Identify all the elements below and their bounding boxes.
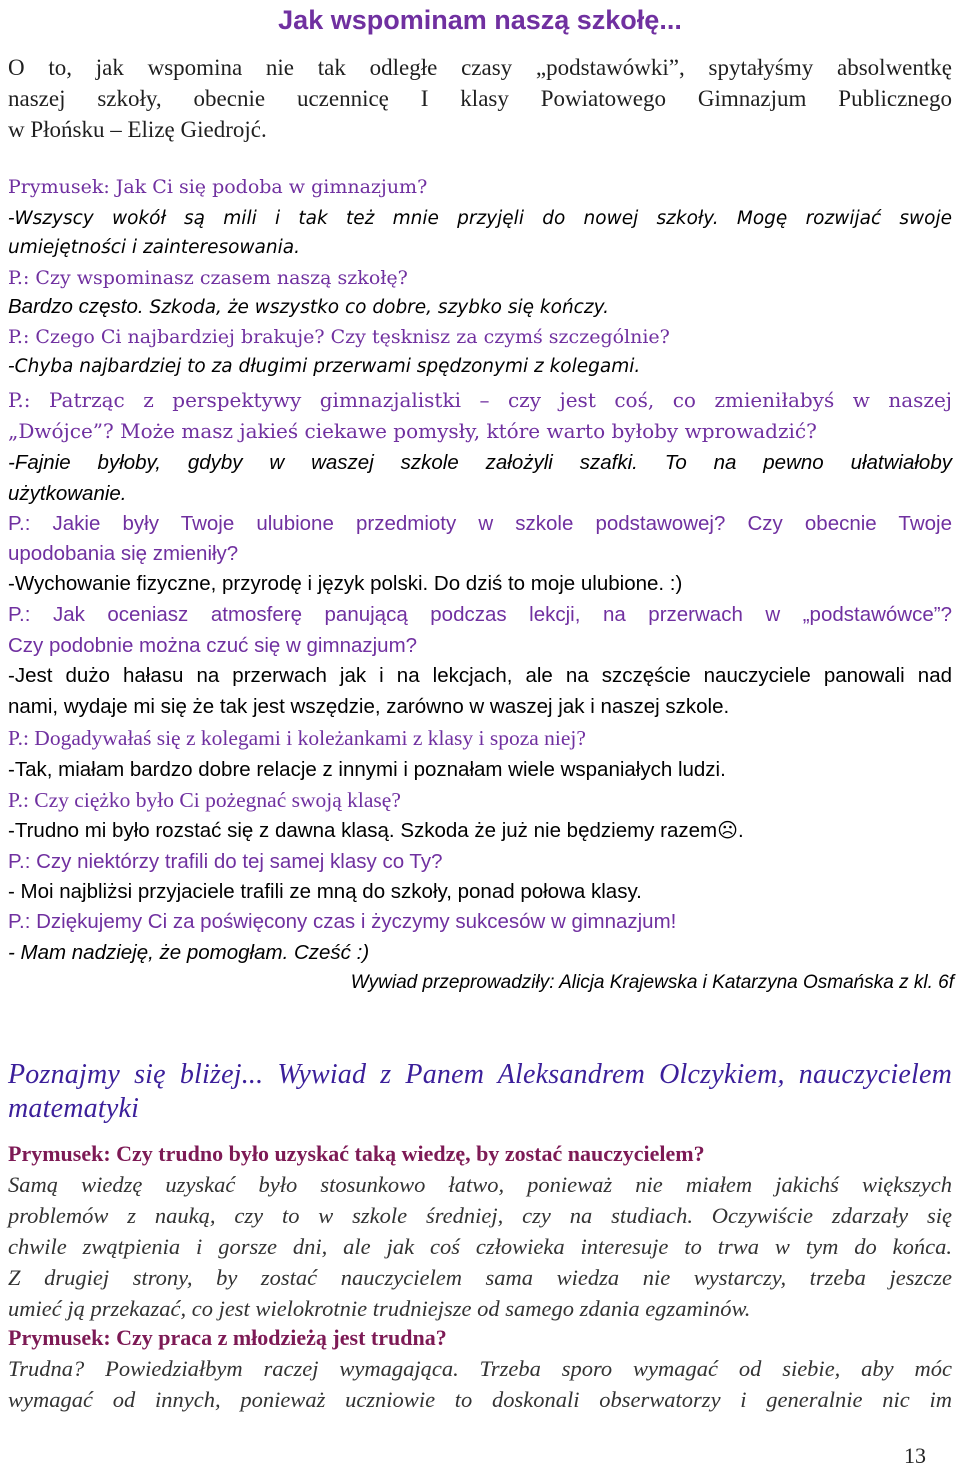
answer-line: wymagać od innych, ponieważ uczniowie to doskonali obserwatorzy i generalnie nic im — [8, 1387, 952, 1412]
question: Czy podobnie można czuć się w gimnazjum? — [8, 634, 418, 657]
article2-title — [8, 1058, 952, 1126]
question-text: : Dziękujemy Ci za poświęcony czas i życzymy sukcesów w gimnazjum! — [24, 910, 677, 933]
question-prefix: P. — [8, 512, 25, 535]
article-title: Jak wspominam naszą szkołę... — [278, 5, 682, 35]
answer-line — [8, 292, 952, 324]
question — [8, 385, 952, 415]
question — [8, 723, 952, 754]
answer-line: umiejętności i zainteresowania. — [8, 237, 300, 258]
question: Prymusek: Czy trudno było uzyskać taką wiedzę, by zostać nauczycielem? — [8, 1141, 705, 1166]
question-text: : Jakie były Twoje ulubione przedmioty w szkole podstawowej? Czy obecnie Twoje — [24, 512, 952, 535]
answer-line: nami, wydaje mi się że tak jest wszędzie, zarówno w waszej jak i naszej szkole. — [8, 695, 730, 718]
answer-line: -Chyba najbardziej to za długimi przerwami spędzonymi z kolegami. — [8, 356, 641, 377]
intro-line: naszej szkoły, obecnie uczennicę I klasy Powiatowego Gimnazjum Publicznego — [8, 86, 952, 111]
answer-line: -Wychowanie fizyczne, przyrodę i język polski. Do dziś to moje ulubione. :) — [8, 572, 683, 595]
question — [8, 508, 952, 539]
question-prefix: P. — [8, 603, 25, 626]
question: Prymusek: Czy praca z młodzieżą jest trudna? — [8, 1325, 447, 1350]
answer-end: . — [737, 819, 744, 842]
question-text: : Jak oceniasz atmosferę panującą podczas lekcji, na przerwach w „podstawówce”? — [24, 603, 952, 626]
question-text: : Czy wspominasz czasem naszą szkołę? — [22, 267, 408, 289]
answer-text: -Trudno mi było rozstać się z dawna klasą. Szkoda że już nie będziemy razem — [8, 819, 718, 842]
question-text: : Dogadywałaś się z kolegami i koleżankami z klasy i spoza niej? — [22, 726, 586, 750]
answer-line: umieć ją przekazać, co jest wielokrotnie trudniejsze od samego zdania egzaminów. — [8, 1296, 751, 1321]
question — [8, 785, 952, 816]
question: Prymusek: Jak Ci się podoba w gimnazjum? — [8, 176, 428, 198]
question-text: : Czy ciężko było Ci pożegnać swoją klasę? — [22, 788, 401, 812]
answer-line: problemów z nauką, czy to w szkole średniej, czy na studiach. Oczywiście zdarzały się — [8, 1203, 952, 1228]
question-prefix: P. — [8, 910, 25, 933]
answer-part: Bardzo często. — [8, 295, 144, 318]
answer-line: -Jest dużo hałasu na przerwach jak i na lekcjach, ale na szczęście nauczyciele panowali nad — [8, 664, 952, 687]
page-number: 13 — [904, 1443, 926, 1468]
article2-title-line: Poznajmy się bliżej... Wywiad z Panem Aleksandrem Olczykiem, nauczycielem — [8, 1059, 952, 1090]
answer-line: -Tak, miałam bardzo dobre relacje z innymi i poznałam wiele wspaniałych ludzi. — [8, 758, 726, 781]
answer-line: -Wszyscy wokół są mili i tak też mnie przyjęli do nowej szkoły. Mogę rozwijać swoje — [8, 208, 952, 229]
question: „Dwójce”? Może masz jakieś ciekawe pomysły, które warto byłoby wprowadzić? — [8, 419, 817, 443]
question — [8, 846, 952, 877]
answer-line: - Mam nadzieję, że pomogłam. Cześć :) — [8, 941, 370, 964]
article2-title-line: matematyki — [8, 1093, 140, 1124]
answer-part: Szkoda, że wszystko co dobre, szybko się kończy. — [143, 297, 609, 318]
sad-face-icon: ☹ — [717, 818, 738, 842]
intro-line: w Płońsku – Elizę Giedrojć. — [8, 117, 267, 142]
question-prefix: P. — [8, 850, 25, 873]
question-text: : Patrząc z perspektywy gimnazjalistki – czy jest coś, co zmieniłabyś w naszej — [23, 388, 952, 412]
answer-line: Samą wiedzę uzyskać było stosunkowo łatwo, ponieważ nie miałem jakichś większych — [8, 1172, 952, 1197]
answer-line: użytkowanie. — [8, 482, 127, 505]
question: upodobania się zmieniły? — [8, 542, 239, 565]
question: P.: Czego Ci najbardziej brakuje? Czy tęsknisz za czymś szczególnie? — [8, 326, 670, 348]
answer-line: -Fajnie byłoby, gdyby w waszej szkole założyli szafki. To na pewno ułatwiałoby — [8, 451, 952, 474]
answer-line: - Moi najbliżsi przyjaciele trafili ze mną do szkoły, ponad połowa klasy. — [8, 880, 642, 903]
question-text: : Czy niektórzy trafili do tej samej klasy co Ty? — [24, 850, 443, 873]
question — [8, 906, 952, 937]
answer-line — [8, 815, 952, 846]
question-prefix: P. — [8, 267, 23, 289]
question — [8, 263, 952, 293]
question-prefix: P. — [8, 788, 23, 812]
intro-line: O to, jak wspomina nie tak odległe czasy „podstawówki”, spytałyśmy absolwentkę — [8, 55, 952, 80]
question-prefix: P. — [8, 388, 24, 412]
answer-line: Z drugiej strony, by zostać nauczycielem sama wiedza nie wystarczy, trzeba jeszcze — [8, 1265, 952, 1290]
question-prefix: P. — [8, 726, 23, 750]
answer-line: Trudna? Powiedziałbym raczej wymagająca. Trzeba sporo wymagać od siebie, aby móc — [8, 1356, 952, 1381]
answer-line: chwile zwątpienia i gorsze dni, ale jak coś człowieka interesuje to trwa w tym do końca. — [8, 1234, 952, 1259]
question — [8, 599, 952, 630]
interview-credit: Wywiad przeprowadziły: Alicja Krajewska i Katarzyna Osmańska z kl. 6f — [350, 972, 954, 993]
